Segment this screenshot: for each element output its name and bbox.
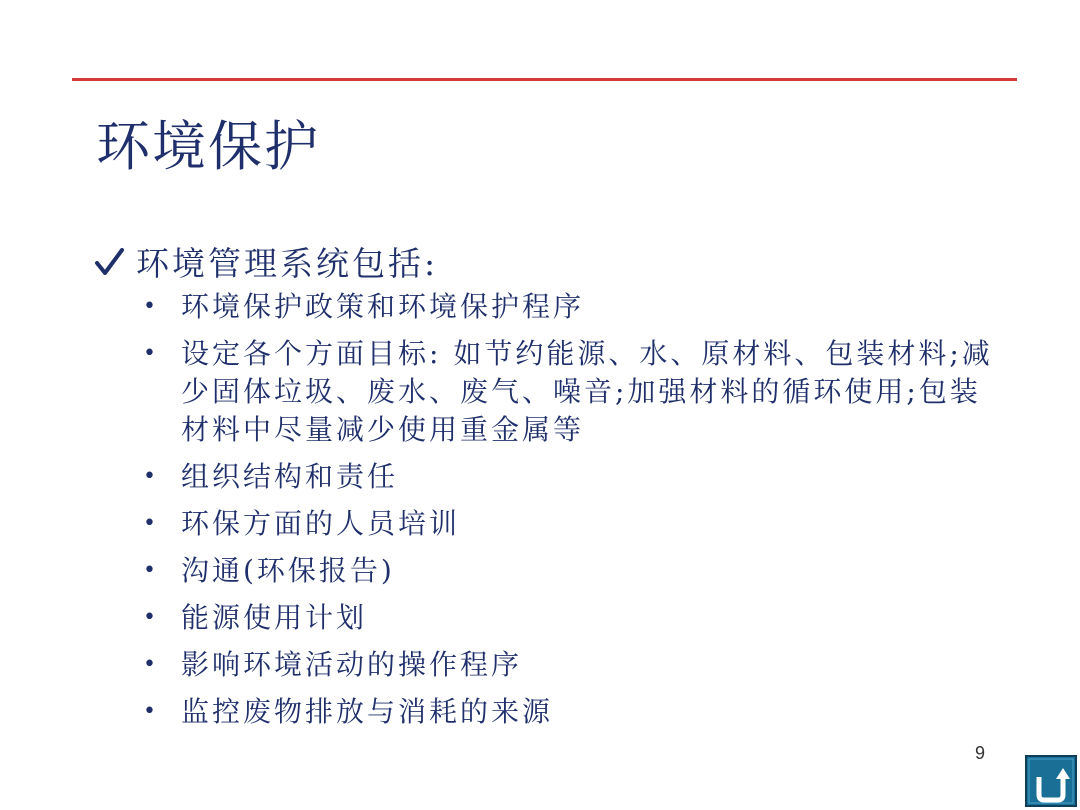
- list-item-text: 环保方面的人员培训: [181, 507, 461, 540]
- list-item: [143, 505, 1003, 543]
- section-heading-text: 环境管理系统包括:: [136, 244, 439, 283]
- list-item: [143, 288, 1003, 326]
- page-number: 9: [975, 743, 986, 763]
- bullet-icon: •: [143, 699, 159, 724]
- list-item-text: 组织结构和责任: [181, 460, 399, 493]
- list-item: [143, 599, 1003, 637]
- bullet-list: [143, 288, 1003, 740]
- list-item-text: 设定各个方面目标: 如节约能源、水、原材料、包装材料;减少固体垃圾、废水、废气、噪音;加强材料的循环使用;包装材料中尽量减少使用重金属等: [181, 337, 993, 446]
- list-item-text: 沟通(环保报告): [181, 554, 395, 587]
- list-item-text: 影响环境活动的操作程序: [181, 648, 523, 681]
- return-arrow-icon[interactable]: [1025, 755, 1077, 807]
- list-item-text: 能源使用计划: [181, 601, 368, 634]
- slide-title: 环境保护: [96, 115, 320, 178]
- list-item-text: 监控废物排放与消耗的来源: [181, 695, 554, 728]
- bullet-icon: •: [143, 605, 159, 630]
- list-item-text: 环境保护政策和环境保护程序: [181, 290, 585, 323]
- top-divider: [72, 78, 1017, 81]
- checkmark-icon: [92, 245, 126, 279]
- bullet-icon: •: [143, 558, 159, 583]
- list-item: [143, 693, 1003, 731]
- list-item: [143, 458, 1003, 496]
- list-item: [143, 646, 1003, 684]
- bullet-icon: •: [143, 511, 159, 536]
- list-item: [143, 335, 1003, 449]
- bullet-icon: •: [143, 652, 159, 677]
- bullet-icon: •: [143, 294, 159, 319]
- list-item: [143, 552, 1003, 590]
- bullet-icon: •: [143, 464, 159, 489]
- bullet-icon: •: [143, 341, 159, 366]
- section-heading: [92, 238, 438, 285]
